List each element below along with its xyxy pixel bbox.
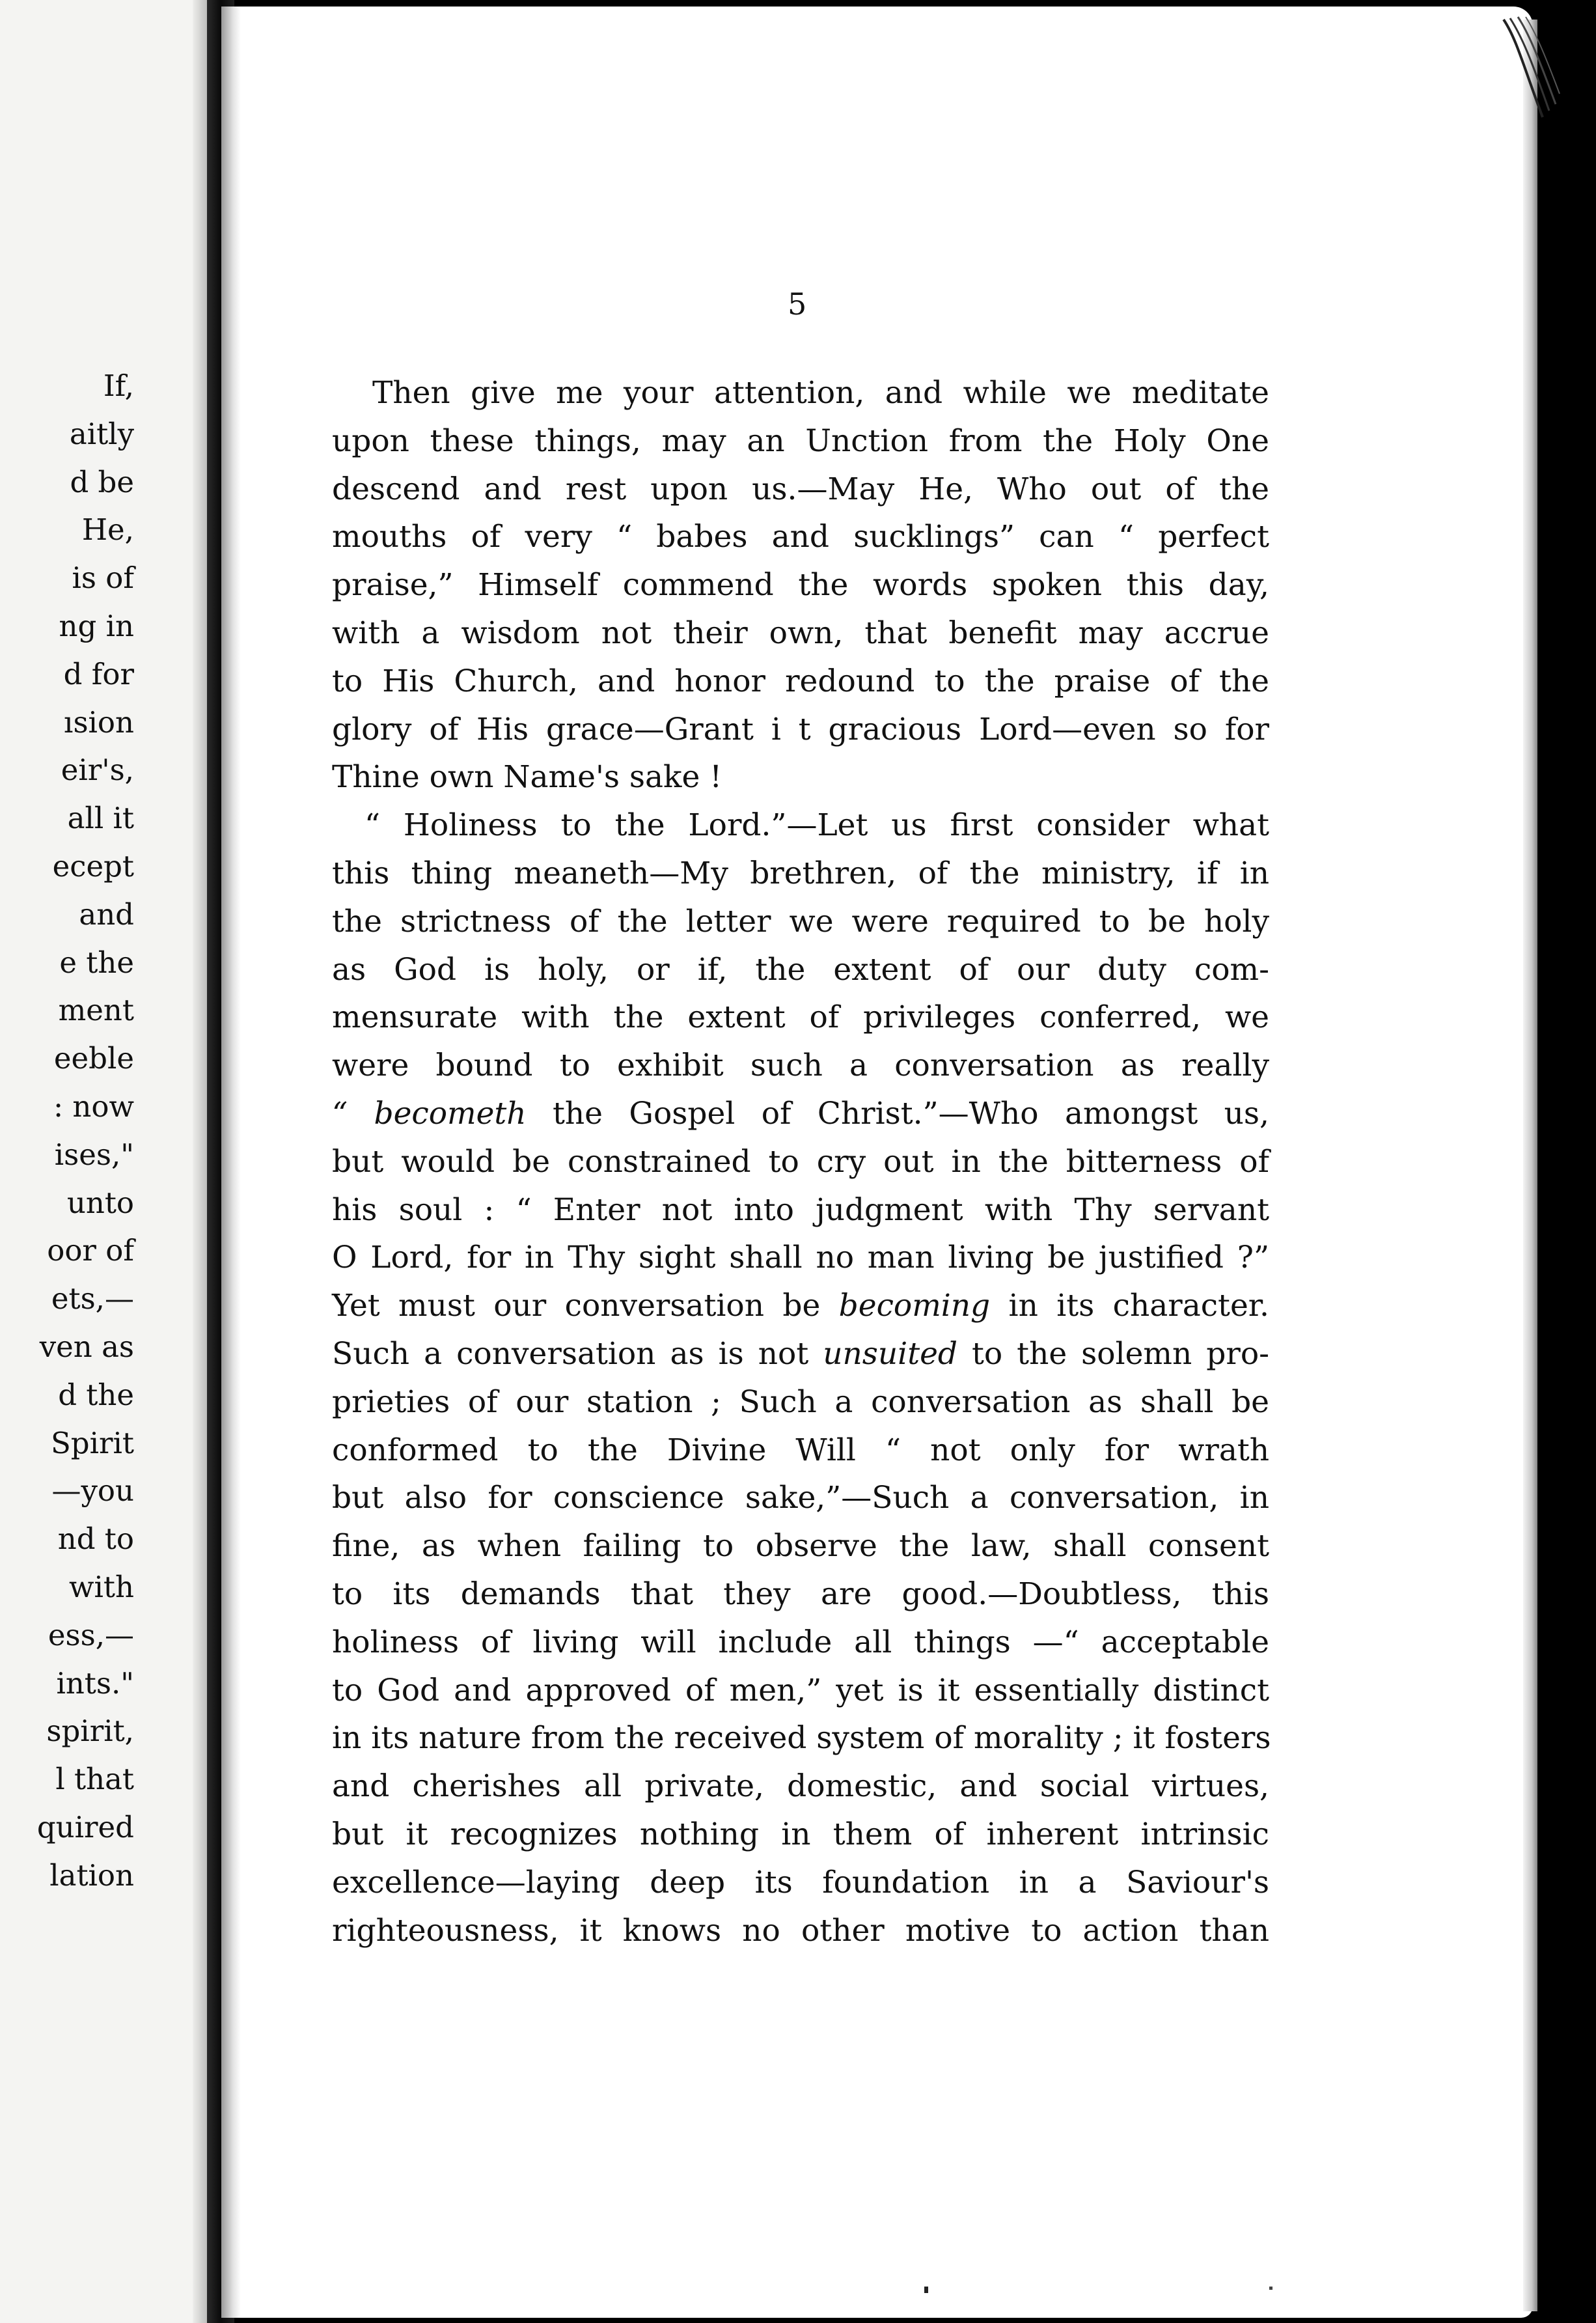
left-page-line-fragment: ess,— [48, 1617, 134, 1652]
left-page-line-fragment: spirit, [46, 1714, 134, 1749]
text-line: O Lord, for in Thy sight shall no man living be justified ?” [332, 1240, 1269, 1276]
text-line: but would be constrained to cry out in the bitterness of [332, 1143, 1269, 1180]
text-run: in its character. [990, 1288, 1269, 1324]
left-page-line-fragment: If, [103, 369, 134, 403]
left-page-line-fragment: ven as [39, 1329, 134, 1364]
left-page-line-fragment: ises," [54, 1137, 134, 1172]
text-line: and cherishes all private, domestic, and social virtues, [332, 1768, 1269, 1805]
left-page-line-fragment: unto [66, 1185, 134, 1220]
text-line: but it recognizes nothing in them of inherent intrinsic [332, 1816, 1269, 1852]
left-page-line-fragment: l that [55, 1762, 134, 1797]
left-page-line-fragment: —you [51, 1473, 134, 1509]
text-line: conformed to the Divine Will “ not only for wrath [332, 1432, 1269, 1468]
left-page-line-fragment: is of [72, 561, 134, 596]
text-line: to His Church, and honor redound to the praise of the [332, 663, 1269, 699]
page-corner-mark [1497, 13, 1562, 124]
left-page-line-fragment: d be [70, 464, 134, 499]
left-page-line-fragment: aitly [69, 416, 134, 451]
italic-text-run: becoming [838, 1288, 991, 1324]
text-line [332, 1096, 1269, 1132]
left-page-line-fragment: ment [58, 993, 134, 1028]
left-page-line-fragment: d the [58, 1377, 134, 1412]
text-line: praise,” Himself commend the words spoken this day, [332, 567, 1269, 604]
page-number: 5 [788, 286, 807, 322]
text-line: were bound to exhibit such a conversation as really [332, 1048, 1269, 1084]
text-line: the strictness of the letter we were required to be holy [332, 903, 1269, 939]
left-page-line-fragment: nd to [57, 1522, 134, 1557]
left-page-line-fragment: with [69, 1570, 134, 1604]
text-line: righteousness, it knows no other motive to action than [332, 1912, 1269, 1949]
text-line: excellence—laying deep its foundation in a Saviour's [332, 1864, 1269, 1900]
left-page-line-fragment: and [79, 897, 134, 932]
left-facing-page [0, 0, 215, 2323]
text-line [332, 1336, 1269, 1372]
left-page-line-fragment: He, [81, 512, 134, 548]
italic-text-run: unsuited [823, 1336, 957, 1372]
text-run: to the solemn pro- [957, 1336, 1269, 1372]
text-line: in its nature from the received system of morality ; it fosters [332, 1720, 1271, 1757]
text-line: mensurate with the extent of privileges conferred, we [332, 999, 1269, 1036]
text-line: his soul : “ Enter not into judgment with Thy servant [332, 1191, 1269, 1228]
left-page-line-fragment: d for [63, 656, 134, 691]
text-run: the Gospel of Christ.”—Who amongst us, [526, 1096, 1269, 1132]
text-line: as God is holy, or if, the extent of our duty com- [332, 951, 1269, 988]
text-line: with a wisdom not their own, that benefit may accrue [332, 615, 1269, 651]
left-page-line-fragment: all it [67, 801, 134, 836]
text-line: upon these things, may an Unction from the Holy One [332, 423, 1269, 459]
scan-speck [1269, 2287, 1273, 2290]
text-line: Then give me your attention, and while we meditate [372, 375, 1269, 411]
left-page-line-fragment: ısion [64, 704, 134, 740]
text-line: prieties of our station ; Such a conversation as shall be [332, 1384, 1269, 1420]
text-line [332, 1288, 1269, 1324]
text-line: fine, as when failing to observe the law, shall consent [332, 1528, 1269, 1565]
text-line: glory of His grace—Grant i t gracious Lord—even so for [332, 711, 1269, 747]
left-page-line-fragment: quired [36, 1810, 134, 1844]
left-page-line-fragment: ets,— [51, 1281, 134, 1316]
left-page-line-fragment: ng in [59, 609, 134, 643]
text-line: descend and rest upon us.—May He, Who out of the [332, 471, 1269, 507]
italic-text-run: “ becometh [332, 1096, 527, 1132]
left-page-line-fragment: : now [53, 1089, 134, 1124]
left-page-line-fragment: Spirit [50, 1425, 134, 1460]
text-run: Yet must our conversation be [332, 1288, 839, 1324]
text-line: to its demands that they are good.—Doubtless, this [332, 1576, 1269, 1612]
text-line: Thine own Name's sake ! [332, 759, 722, 796]
text-line: but also for conscience sake,”—Such a conversation, in [332, 1480, 1269, 1516]
left-page-line-fragment: eeble [53, 1041, 134, 1076]
text-line: this thing meaneth—My brethren, of the ministry, if in [332, 855, 1269, 891]
left-page-line-fragment: eir's, [61, 753, 134, 788]
left-page-line-fragment: oor of [47, 1233, 134, 1268]
right-page-edge [1523, 20, 1537, 2311]
left-page-line-fragment: ints." [56, 1665, 134, 1701]
left-page-line-fragment: lation [49, 1857, 134, 1893]
left-page-line-fragment: ecept [52, 849, 134, 883]
left-page-line-fragment: e the [59, 945, 134, 980]
text-line: to God and approved of men,” yet is it essentially distinct [332, 1672, 1269, 1708]
text-line: “ Holiness to the Lord.”—Let us first consider what [365, 807, 1269, 844]
scan-speck [924, 2287, 928, 2293]
text-line: holiness of living will include all things —“ acceptable [332, 1624, 1269, 1660]
right-page-inner-shadow [221, 7, 241, 2318]
text-run: Such a conversation as is not [332, 1336, 823, 1372]
text-line: mouths of very “ babes and sucklings” can “ perfect [332, 519, 1269, 555]
